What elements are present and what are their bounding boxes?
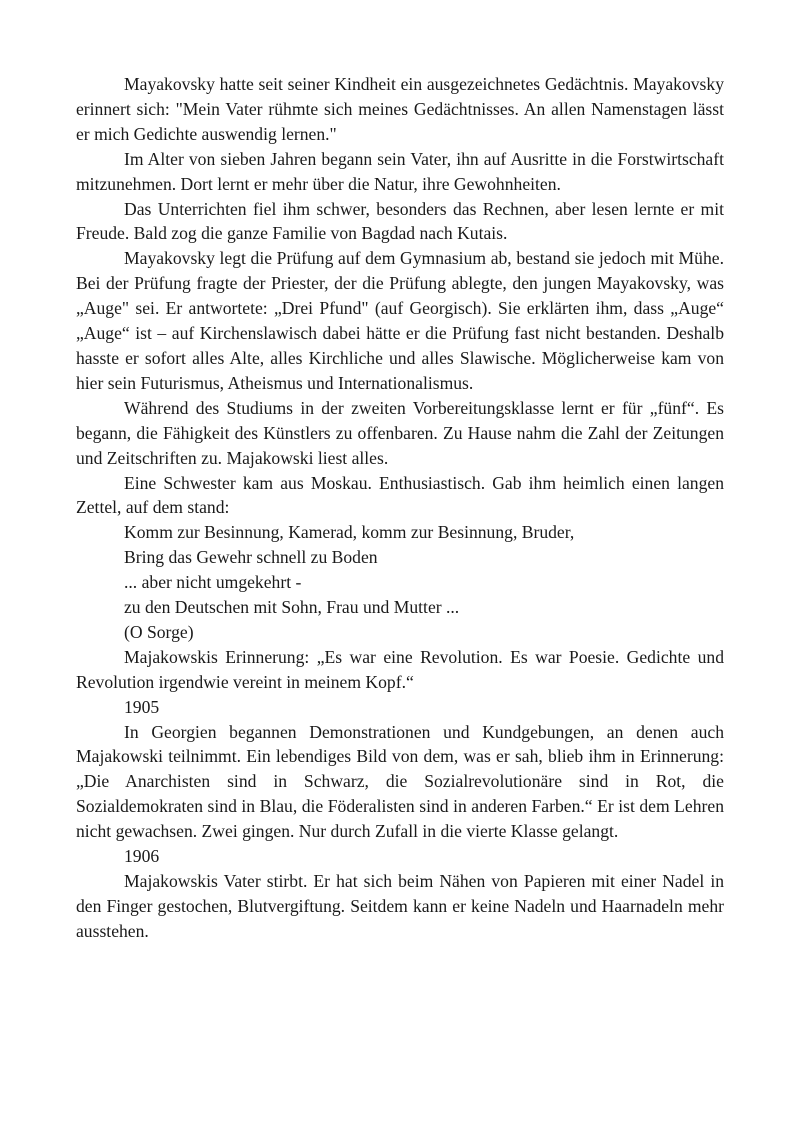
paragraph-schooling: Das Unterrichten fiel ihm schwer, besonders das Rechnen, aber lesen lernte er mit Freude. Bald zog die ganze Familie von Bagdad nach Kutais. bbox=[76, 198, 724, 244]
paragraph-revolution-memory: Majakowskis Erinnerung: „Es war eine Revolution. Es war Poesie. Gedichte und Revolution irgendwie vereint in meinem Kopf.“ bbox=[76, 646, 724, 692]
poem-line: Bring das Gewehr schnell zu Boden bbox=[124, 547, 378, 568]
paragraph-forestry-rides: Im Alter von sieben Jahren begann sein Vater, ihn auf Ausritte in die Forstwirtschaft mitzunehmen. Dort lernt er mehr über die Natur, ihre Gewohnheiten. bbox=[76, 148, 724, 194]
paragraph-sister: Eine Schwester kam aus Moskau. Enthusiastisch. Gab ihm heimlich einen langen Zettel, auf dem stand: bbox=[76, 472, 724, 518]
paragraph-studies: Während des Studiums in der zweiten Vorbereitungsklasse lernt er für „fünf“. Es begann, die Fähigkeit des Künstlers zu offenbaren. Zu Hause nahm die Zahl der Zeitungen und Zeitschriften zu. Majakowski liest alles. bbox=[76, 397, 724, 468]
paragraph-1905: In Georgien begannen Demonstrationen und Kundgebungen, an denen auch Majakowski teilnimmt. Ein lebendiges Bild von dem, was er sah, blieb ihm in Erinnerung: „Die Anarchisten sind in Schwarz, die Sozialrevolutionäre sind in Rot, die Sozialdemokraten sind in Blau, die Föderalisten sind in anderen Farben.“ Er ist dem Lehren nicht gewachsen. Zwei gingen. Nur durch Zufall in die vierte Klasse gelangt. bbox=[76, 721, 724, 842]
paragraph-memory-childhood: Mayakovsky hatte seit seiner Kindheit ein ausgezeichnetes Gedächtnis. Mayakovsky erinnert sich: "Mein Vater rühmte sich meines Gedächtnisses. An allen Namenstagen lässt er mich Gedichte auswendig lernen." bbox=[76, 74, 724, 144]
paragraph-1906: Majakowskis Vater stirbt. Er hat sich beim Nähen von Papieren mit einer Nadel in den Finger gestochen, Blutvergiftung. Seitdem kann er keine Nadeln und Haarnadeln mehr ausstehen. bbox=[76, 871, 724, 941]
year-heading-1906: 1906 bbox=[124, 846, 160, 867]
poem-source: (O Sorge) bbox=[124, 621, 194, 642]
poem-line: Komm zur Besinnung, Kamerad, komm zur Besinnung, Bruder, bbox=[124, 522, 575, 543]
year-heading-1905: 1905 bbox=[124, 696, 160, 717]
poem-line: ... aber nicht umgekehrt - bbox=[124, 572, 302, 593]
document-body bbox=[76, 72, 724, 944]
poem-line: zu den Deutschen mit Sohn, Frau und Mutter ... bbox=[124, 597, 460, 618]
paragraph-gymnasium-exam: Mayakovsky legt die Prüfung auf dem Gymnasium ab, bestand sie jedoch mit Mühe. Bei der Prüfung fragte der Priester, der die Prüfung ablegte, den jungen Mayakovsky, was „Auge" sei. Er antwortete: „Drei Pfund" (auf Georgisch). Sie erklärten ihm, dass „Auge“ „Auge“ ist – auf Kirchenslawisch dabei hätte er die Prüfung fast nicht bestanden. Deshalb hasste er sofort alles Alte, alles Kirchliche und alles Slawische. Möglicherweise kam von hier sein Futurismus, Atheismus und Internationalismus. bbox=[76, 248, 724, 393]
